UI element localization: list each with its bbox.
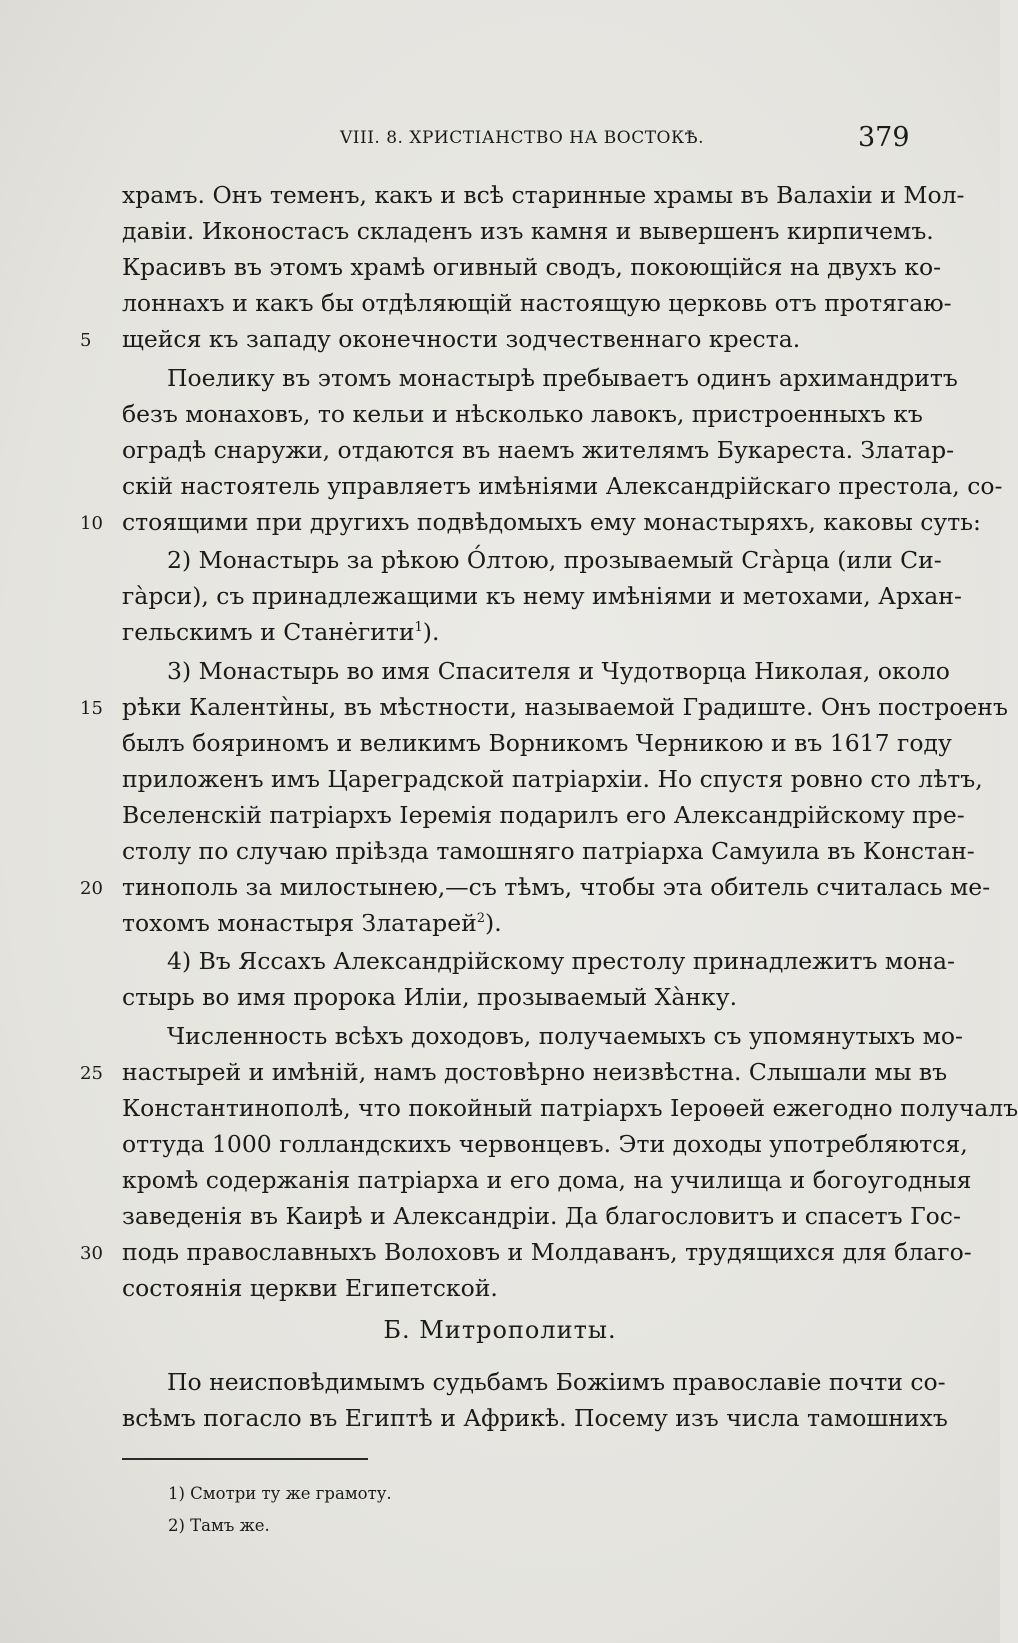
text-line: безъ монаховъ, то кельи и нѣсколько лавокъ, пристроенныхъ къ bbox=[122, 400, 923, 428]
footnote: 2) Тамъ же. bbox=[168, 1516, 270, 1535]
line-text: тинополь за милостынею,—съ тѣмъ, чтобы эта обитель считалась ме- bbox=[122, 873, 991, 901]
text-line: кромѣ содержанія патріарха и его дома, на училища и богоугодныя bbox=[122, 1166, 972, 1194]
text-line: 3) Монастырь во имя Спасителя и Чудотворца Николая, около bbox=[167, 657, 950, 685]
footnote-divider bbox=[122, 1458, 368, 1460]
text-line: столу по случаю пріѣзда тамошняго патріарха Самуила въ Констан- bbox=[122, 837, 975, 865]
footnote-ref: 1 bbox=[414, 620, 423, 635]
text-line: 4) Въ Яссахъ Александрійскому престолу принадлежитъ мона- bbox=[167, 947, 955, 975]
text-line bbox=[80, 693, 1008, 729]
page-header bbox=[0, 122, 1000, 158]
text-line: Численность всѣхъ доходовъ, получаемыхъ съ упомянутыхъ мо- bbox=[167, 1022, 963, 1050]
running-head: VIII. 8. ХРИСТІАНСТВО НА ВОСТОКѢ. bbox=[340, 128, 704, 148]
line-number: 15 bbox=[80, 698, 103, 719]
text-line: давіи. Иконостасъ складенъ изъ камня и вывершенъ кирпичемъ. bbox=[122, 217, 934, 245]
footnote: 1) Смотри ту же грамоту. bbox=[168, 1484, 392, 1503]
text-line: Константинополѣ, что покойный патріархъ Іероѳей ежегодно получалъ bbox=[122, 1094, 1018, 1122]
text-line: 2) Монастырь за рѣкою О́лтою, прозываемый Сга̀рца (или Си- bbox=[167, 546, 942, 574]
line-text: щейся къ западу оконечности зодчественнаго креста. bbox=[122, 325, 801, 353]
line-number: 25 bbox=[80, 1063, 103, 1084]
text-line: скій настоятель управляетъ имѣніями Александрійскаго престола, со- bbox=[122, 472, 1003, 500]
text-line bbox=[122, 618, 908, 654]
text-line: заведенія въ Каирѣ и Александріи. Да благословитъ и спасетъ Гос- bbox=[122, 1202, 961, 1230]
line-number: 30 bbox=[80, 1243, 103, 1264]
text-line: оградѣ снаружи, отдаются въ наемъ жителямъ Букареста. Златар- bbox=[122, 436, 955, 464]
text-line: лоннахъ и какъ бы отдѣляющій настоящую церковь отъ протягаю- bbox=[122, 289, 952, 317]
text-line: га̀рси), съ принадлежащими къ нему имѣніями и метохами, Архан- bbox=[122, 582, 962, 610]
line-number: 20 bbox=[80, 878, 103, 899]
line-number: 10 bbox=[80, 513, 103, 534]
page-number: 379 bbox=[858, 122, 910, 153]
text-line bbox=[80, 508, 981, 544]
text-line: всѣмъ погасло въ Египтѣ и Африкѣ. Посему изъ числа тамошнихъ bbox=[122, 1404, 948, 1432]
line-number: 5 bbox=[80, 330, 92, 351]
line-text-tail: ). bbox=[422, 618, 440, 646]
footnotes bbox=[168, 1484, 392, 1548]
line-text: подь православныхъ Волоховъ и Молдаванъ, трудящихся для благо- bbox=[122, 1238, 972, 1266]
text-line: стырь во имя пророка Иліи, прозываемый Ха̀нку. bbox=[122, 983, 738, 1011]
line-text: тохомъ монастыря Златарей bbox=[122, 909, 477, 937]
text-line bbox=[80, 325, 908, 361]
text-line bbox=[80, 1058, 948, 1094]
line-text: гельскимъ и Стане̇гити bbox=[122, 618, 415, 646]
text-line: оттуда 1000 голландскихъ червонцевъ. Эти доходы употребляются, bbox=[122, 1130, 968, 1158]
line-text-tail: ). bbox=[485, 909, 502, 937]
text-line: храмъ. Онъ теменъ, какъ и всѣ старинные храмы въ Валахіи и Мол- bbox=[122, 181, 965, 209]
footnote-ref: 2 bbox=[476, 911, 486, 926]
text-line: Красивъ въ этомъ храмѣ огивный сводъ, покоющійся на двухъ ко- bbox=[122, 253, 942, 281]
text-line bbox=[80, 873, 991, 909]
line-text: настырей и имѣній, намъ достовѣрно неизвѣстна. Слышали мы въ bbox=[122, 1058, 948, 1086]
text-line bbox=[80, 1238, 972, 1274]
text-line bbox=[122, 909, 908, 945]
text-line: По неисповѣдимымъ судьбамъ Божіимъ православіе почти со- bbox=[167, 1368, 946, 1396]
text-line: былъ бояриномъ и великимъ Ворникомъ Черникою и въ 1617 году bbox=[122, 729, 952, 757]
text-line: Поелику въ этомъ монастырѣ пребываетъ одинъ архимандритъ bbox=[167, 364, 958, 392]
line-text: стоящими при другихъ подвѣдомыхъ ему монастыряхъ, каковы суть: bbox=[122, 508, 981, 536]
section-heading: Б. Митрополиты. bbox=[383, 1316, 617, 1344]
line-text: рѣки Калентѝны, въ мѣстности, называемой Градиште. Онъ построенъ bbox=[122, 693, 1008, 721]
text-line: приложенъ имъ Цареградской патріархіи. Но спустя ровно сто лѣтъ, bbox=[122, 765, 983, 793]
text-line: состоянія церкви Египетской. bbox=[122, 1274, 498, 1302]
text-line: Вселенскій патріархъ Іеремія подарилъ его Александрійскому пре- bbox=[122, 801, 965, 829]
